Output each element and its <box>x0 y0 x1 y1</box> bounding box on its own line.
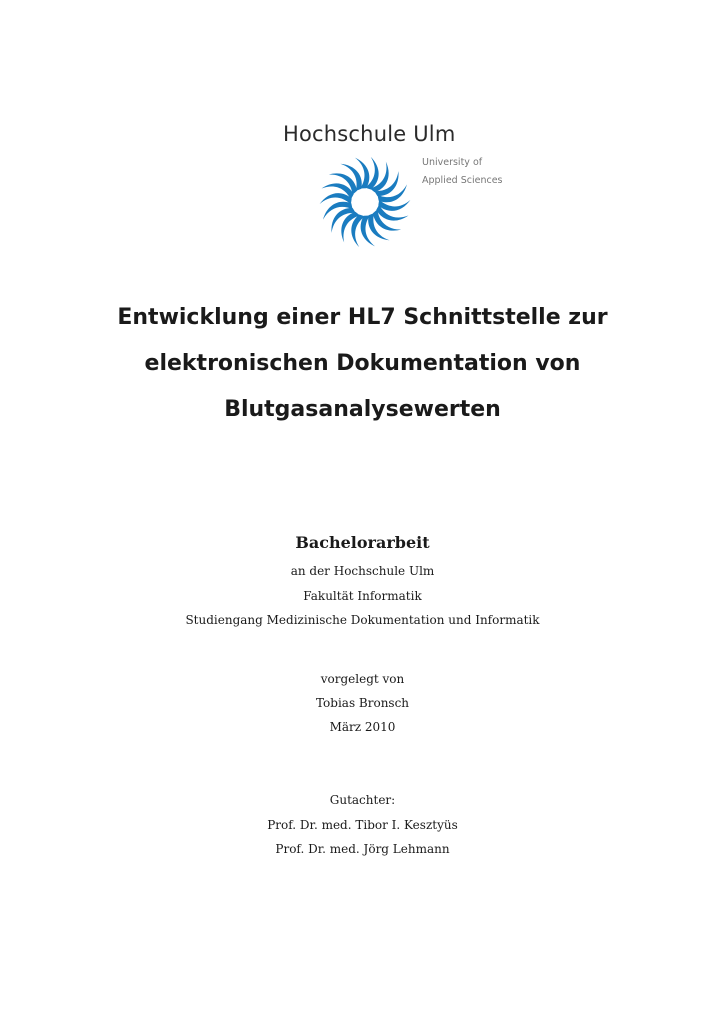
swirl-logo-icon <box>317 154 413 250</box>
thesis-title-line3: Blutgasanalysewerten <box>224 397 501 422</box>
submitted-by-label: vorgelegt von <box>320 672 405 686</box>
university-logo <box>283 122 503 252</box>
thesis-title-line1: Entwicklung einer HL7 Schnittstelle zur <box>117 305 608 330</box>
logo-title: Hochschule Ulm <box>283 122 456 146</box>
submission-date: März 2010 <box>329 720 396 734</box>
reviewer-1: Prof. Dr. med. Tibor I. Kesztyüs <box>267 818 458 832</box>
study-program: Studiengang Medizinische Dokumentation und Informatik <box>185 613 540 627</box>
logo-subtitle-line2: Applied Sciences <box>422 175 503 186</box>
logo-subtitle-line1: University of <box>422 157 483 168</box>
institution: an der Hochschule Ulm <box>290 564 435 578</box>
thesis-title-line2: elektronischen Dokumentation von <box>144 351 581 376</box>
reviewer-2: Prof. Dr. med. Jörg Lehmann <box>275 842 450 856</box>
faculty: Fakultät Informatik <box>303 589 422 603</box>
reviewers-label: Gutachter: <box>329 793 396 807</box>
author-name: Tobias Bronsch <box>315 696 410 710</box>
thesis-type: Bachelorarbeit <box>295 533 430 552</box>
